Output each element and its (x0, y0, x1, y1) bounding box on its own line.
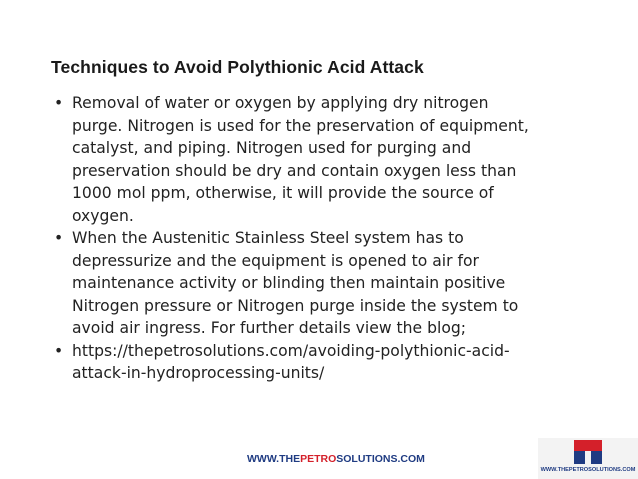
bullet-dot: • (54, 341, 64, 360)
bullet-text: Removal of water or oxygen by applying dry nitrogen purge. Nitrogen is used for the preservation of equipment, catalyst, and piping. Nitrogen used for purging and preservation should be dry and contain oxygen less than 1000 mol ppm, otherwise, it will provide the source of oxygen. (72, 94, 529, 225)
bullet-text: When the Austenitic Stainless Steel system has to depressurize and the equipment is opened to air for maintenance activity or blinding then maintain positive Nitrogen pressure or Nitrogen purge inside the system to avoid air ingress. For further details view the blog; (72, 229, 519, 337)
footer-website-url (247, 453, 425, 465)
footer-url-part1: WWW.THE (247, 453, 301, 465)
bullet-item-nitrogen-purge (54, 92, 594, 227)
footer-url-part2: PETRO (300, 453, 337, 465)
petrosolutions-logo-icon (574, 440, 602, 464)
slide-title: Techniques to Avoid Polythionic Acid Attack (51, 57, 424, 77)
bullet-dot: • (54, 94, 64, 112)
bullet-item-positive-pressure (54, 227, 594, 340)
logo-caption: WWW.THEPETROSOLUTIONS.COM (540, 467, 636, 473)
bullet-dot: • (54, 229, 64, 247)
footer-url-part3: SOLUTIONS.COM (336, 453, 425, 465)
blog-url-text: https://thepetrosolutions.com/avoiding-polythionic-acid- attack-in-hydroprocessing-units/ (72, 341, 510, 382)
bullet-item-blog-link (54, 340, 594, 385)
company-logo (538, 438, 638, 479)
bullet-list (54, 92, 594, 385)
